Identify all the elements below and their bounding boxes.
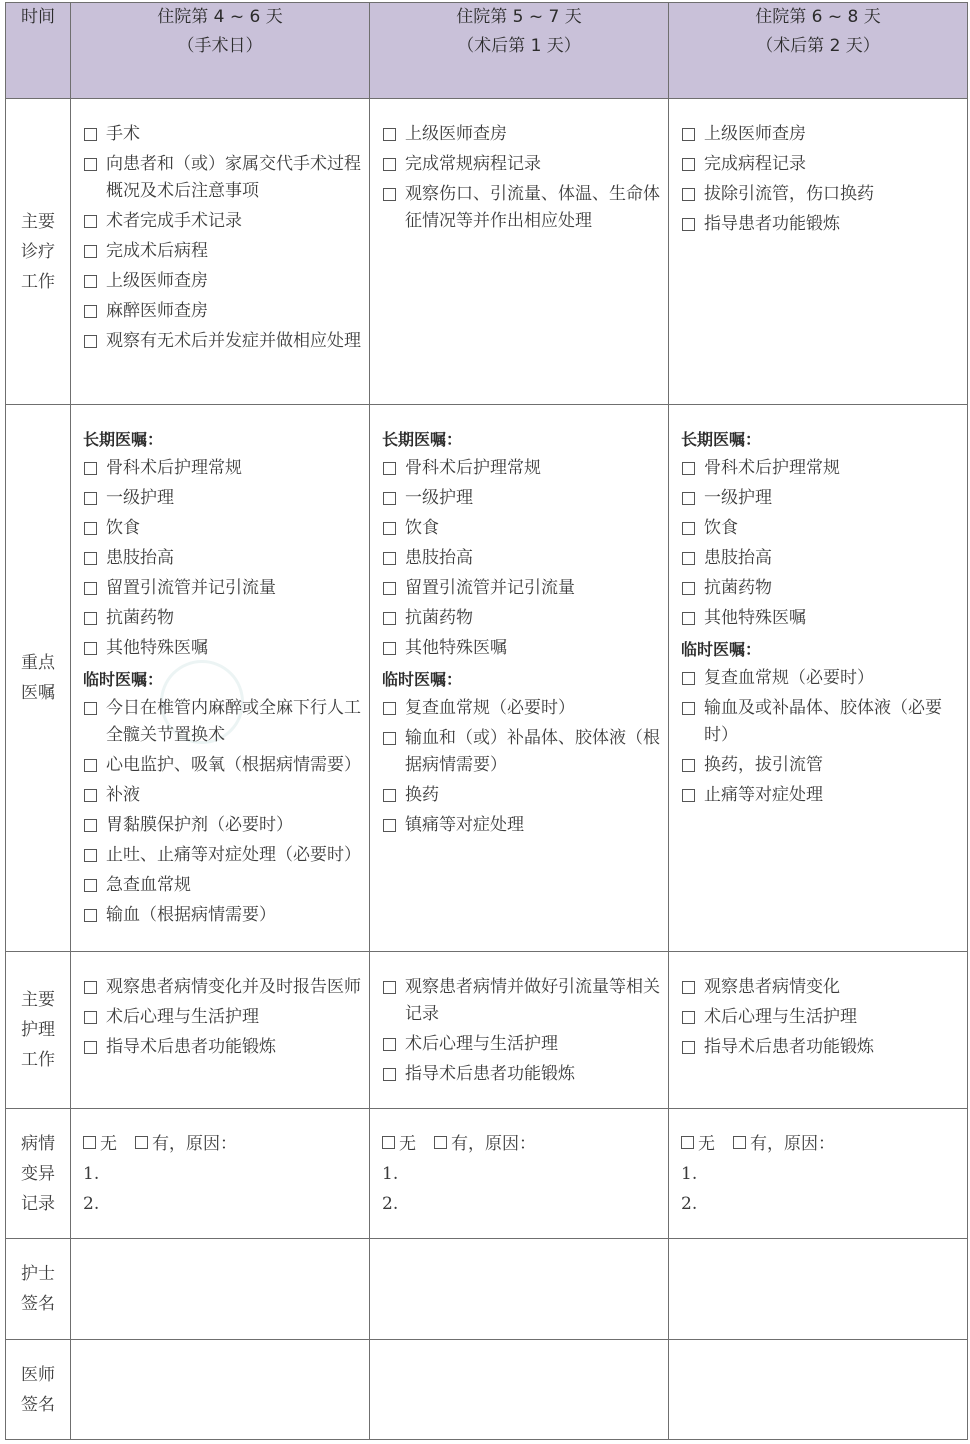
- checklist-item[interactable]: 指导术后患者功能锻炼: [83, 1034, 363, 1061]
- row-label-diagnosis: 主要诊疗工作: [6, 99, 71, 405]
- checklist-item[interactable]: 完成病程记录: [681, 151, 961, 178]
- doctor-sign-cell-1[interactable]: [71, 1340, 370, 1440]
- checklist-item[interactable]: 拔除引流管，伤口换药: [681, 181, 961, 208]
- checklist-item[interactable]: 观察有无术后并发症并做相应处理: [83, 328, 363, 355]
- checklist-item[interactable]: 一级护理: [83, 485, 363, 512]
- diagnosis-row: [6, 99, 968, 405]
- checklist: [83, 695, 363, 929]
- variation-yes-option[interactable]: 有，原因：: [135, 1134, 237, 1154]
- checklist-item[interactable]: 患肢抬高: [382, 545, 662, 572]
- checklist: [681, 121, 961, 238]
- long-term-title: 长期医嘱：: [681, 430, 762, 449]
- variation-none-option[interactable]: 无: [382, 1134, 416, 1154]
- long-term-title: 长期医嘱：: [83, 430, 164, 449]
- variation-line-1: 1.: [382, 1164, 399, 1184]
- diagnosis-cell-3: [669, 99, 968, 405]
- checklist: [681, 665, 961, 809]
- checklist: [681, 974, 961, 1061]
- checklist-item[interactable]: 完成常规病程记录: [382, 151, 662, 178]
- checklist-item[interactable]: 抗菌药物: [681, 575, 961, 602]
- doctor-sign-row: [6, 1340, 968, 1440]
- row-label-doctor-sign: 医师签名: [6, 1340, 71, 1440]
- variation-row: [6, 1109, 968, 1239]
- checklist-item[interactable]: 术后心理与生活护理: [681, 1004, 961, 1031]
- checklist-item[interactable]: 输血及或补晶体、胶体液（必要时）: [681, 695, 961, 749]
- time-header: 时间: [6, 3, 71, 99]
- clinical-pathway-table: [5, 2, 968, 1440]
- variation-line-1: 1.: [681, 1164, 698, 1184]
- checklist-item[interactable]: 麻醉医师查房: [83, 298, 363, 325]
- checklist-item[interactable]: 饮食: [83, 515, 363, 542]
- temporary-title: 临时医嘱：: [83, 670, 164, 689]
- checklist-item[interactable]: 留置引流管并记引流量: [382, 575, 662, 602]
- variation-line-1: 1.: [83, 1164, 100, 1184]
- row-label-variation: 病情变异记录: [6, 1109, 71, 1239]
- orders-row: [6, 405, 968, 952]
- checklist-item[interactable]: 镇痛等对症处理: [382, 812, 662, 839]
- checklist: [681, 455, 961, 632]
- checklist-item[interactable]: 急查血常规: [83, 872, 363, 899]
- checklist: [382, 974, 662, 1088]
- nursing-cell-3: [669, 952, 968, 1109]
- nursing-cell-1: [71, 952, 370, 1109]
- checklist-item[interactable]: 术者完成手术记录: [83, 208, 363, 235]
- checklist-item[interactable]: 输血（根据病情需要）: [83, 902, 363, 929]
- doctor-sign-cell-2[interactable]: [370, 1340, 669, 1440]
- checklist-item[interactable]: 骨科术后护理常规: [83, 455, 363, 482]
- checklist: [83, 455, 363, 662]
- row-label-nursing: 主要护理工作: [6, 952, 71, 1109]
- orders-cell-1: [71, 405, 370, 952]
- nurse-sign-row: [6, 1239, 968, 1340]
- nurse-sign-cell-1[interactable]: [71, 1239, 370, 1340]
- checklist-item[interactable]: 观察伤口、引流量、体温、生命体征情况等并作出相应处理: [382, 181, 662, 235]
- variation-cell-2: [370, 1109, 669, 1239]
- checklist-item[interactable]: 输血和（或）补晶体、胶体液（根据病情需要）: [382, 725, 662, 779]
- checklist-item[interactable]: 今日在椎管内麻醉或全麻下行人工全髋关节置换术: [83, 695, 363, 749]
- nurse-sign-cell-3[interactable]: [669, 1239, 968, 1340]
- variation-line-2: 2.: [83, 1194, 100, 1214]
- temporary-title: 临时医嘱：: [681, 640, 762, 659]
- checklist-item[interactable]: 留置引流管并记引流量: [83, 575, 363, 602]
- checklist-item[interactable]: 指导术后患者功能锻炼: [382, 1061, 662, 1088]
- checklist-item[interactable]: 患肢抬高: [681, 545, 961, 572]
- orders-cell-3: [669, 405, 968, 952]
- variation-yes-option[interactable]: 有，原因：: [434, 1134, 536, 1154]
- checklist-item[interactable]: 术后心理与生活护理: [382, 1031, 662, 1058]
- checklist-item[interactable]: 观察患者病情变化: [681, 974, 961, 1001]
- nurse-sign-cell-2[interactable]: [370, 1239, 669, 1340]
- variation-line-2: 2.: [382, 1194, 399, 1214]
- checklist-item[interactable]: 止吐、止痛等对症处理（必要时）: [83, 842, 363, 869]
- diagnosis-cell-2: [370, 99, 669, 405]
- day-header-1: 住院第 4 ~ 6 天 （手术日）: [71, 3, 370, 99]
- checklist-item[interactable]: 上级医师查房: [681, 121, 961, 148]
- checklist: [83, 974, 363, 1061]
- checklist-item[interactable]: 复查血常规（必要时）: [382, 695, 662, 722]
- doctor-sign-cell-3[interactable]: [669, 1340, 968, 1440]
- checklist-item[interactable]: 一级护理: [681, 485, 961, 512]
- checklist-item[interactable]: 一级护理: [382, 485, 662, 512]
- variation-yes-option[interactable]: 有，原因：: [733, 1134, 835, 1154]
- checklist-item[interactable]: 指导患者功能锻炼: [681, 211, 961, 238]
- checklist: [83, 121, 363, 355]
- day-header-3: 住院第 6 ~ 8 天 （术后第 2 天）: [669, 3, 968, 99]
- nursing-row: [6, 952, 968, 1109]
- nursing-cell-2: [370, 952, 669, 1109]
- checklist-item[interactable]: 其他特殊医嘱: [83, 635, 363, 662]
- checklist: [382, 695, 662, 839]
- checklist-item[interactable]: 换药: [382, 782, 662, 809]
- orders-cell-2: [370, 405, 669, 952]
- temporary-title: 临时医嘱：: [382, 670, 463, 689]
- header-row: [6, 3, 968, 99]
- diagnosis-cell-1: [71, 99, 370, 405]
- long-term-title: 长期医嘱：: [382, 430, 463, 449]
- day-header-2: 住院第 5 ~ 7 天 （术后第 1 天）: [370, 3, 669, 99]
- checklist-item[interactable]: 其他特殊医嘱: [382, 635, 662, 662]
- checklist-item[interactable]: 术后心理与生活护理: [83, 1004, 363, 1031]
- variation-cell-3: [669, 1109, 968, 1239]
- checklist-item[interactable]: 向患者和（或）家属交代手术过程概况及术后注意事项: [83, 151, 363, 205]
- checklist-item[interactable]: 观察患者病情变化并及时报告医师: [83, 974, 363, 1001]
- checklist-item[interactable]: 换药，拔引流管: [681, 752, 961, 779]
- variation-cell-1: [71, 1109, 370, 1239]
- checklist-item[interactable]: 抗菌药物: [382, 605, 662, 632]
- checklist-item[interactable]: 复查血常规（必要时）: [681, 665, 961, 692]
- checklist-item[interactable]: 饮食: [681, 515, 961, 542]
- checklist-item[interactable]: 饮食: [382, 515, 662, 542]
- variation-none-option[interactable]: 无: [681, 1134, 715, 1154]
- checklist-item[interactable]: 指导术后患者功能锻炼: [681, 1034, 961, 1061]
- checklist-item[interactable]: 胃黏膜保护剂（必要时）: [83, 812, 363, 839]
- row-label-nurse-sign: 护士签名: [6, 1239, 71, 1340]
- checklist-item[interactable]: 上级医师查房: [382, 121, 662, 148]
- row-label-orders: 重点医嘱: [6, 405, 71, 952]
- checklist-item[interactable]: 补液: [83, 782, 363, 809]
- checklist-item[interactable]: 骨科术后护理常规: [681, 455, 961, 482]
- checklist-item[interactable]: 患肢抬高: [83, 545, 363, 572]
- checklist-item[interactable]: 抗菌药物: [83, 605, 363, 632]
- variation-line-2: 2.: [681, 1194, 698, 1214]
- checklist-item[interactable]: 其他特殊医嘱: [681, 605, 961, 632]
- checklist: [382, 455, 662, 662]
- checklist-item[interactable]: 完成术后病程: [83, 238, 363, 265]
- checklist: [382, 121, 662, 235]
- checklist-item[interactable]: 止痛等对症处理: [681, 782, 961, 809]
- checklist-item[interactable]: 观察患者病情并做好引流量等相关记录: [382, 974, 662, 1028]
- checklist-item[interactable]: 骨科术后护理常规: [382, 455, 662, 482]
- variation-none-option[interactable]: 无: [83, 1134, 117, 1154]
- checklist-item[interactable]: 上级医师查房: [83, 268, 363, 295]
- checklist-item[interactable]: 心电监护、吸氧（根据病情需要）: [83, 752, 363, 779]
- checklist-item[interactable]: 手术: [83, 121, 363, 148]
